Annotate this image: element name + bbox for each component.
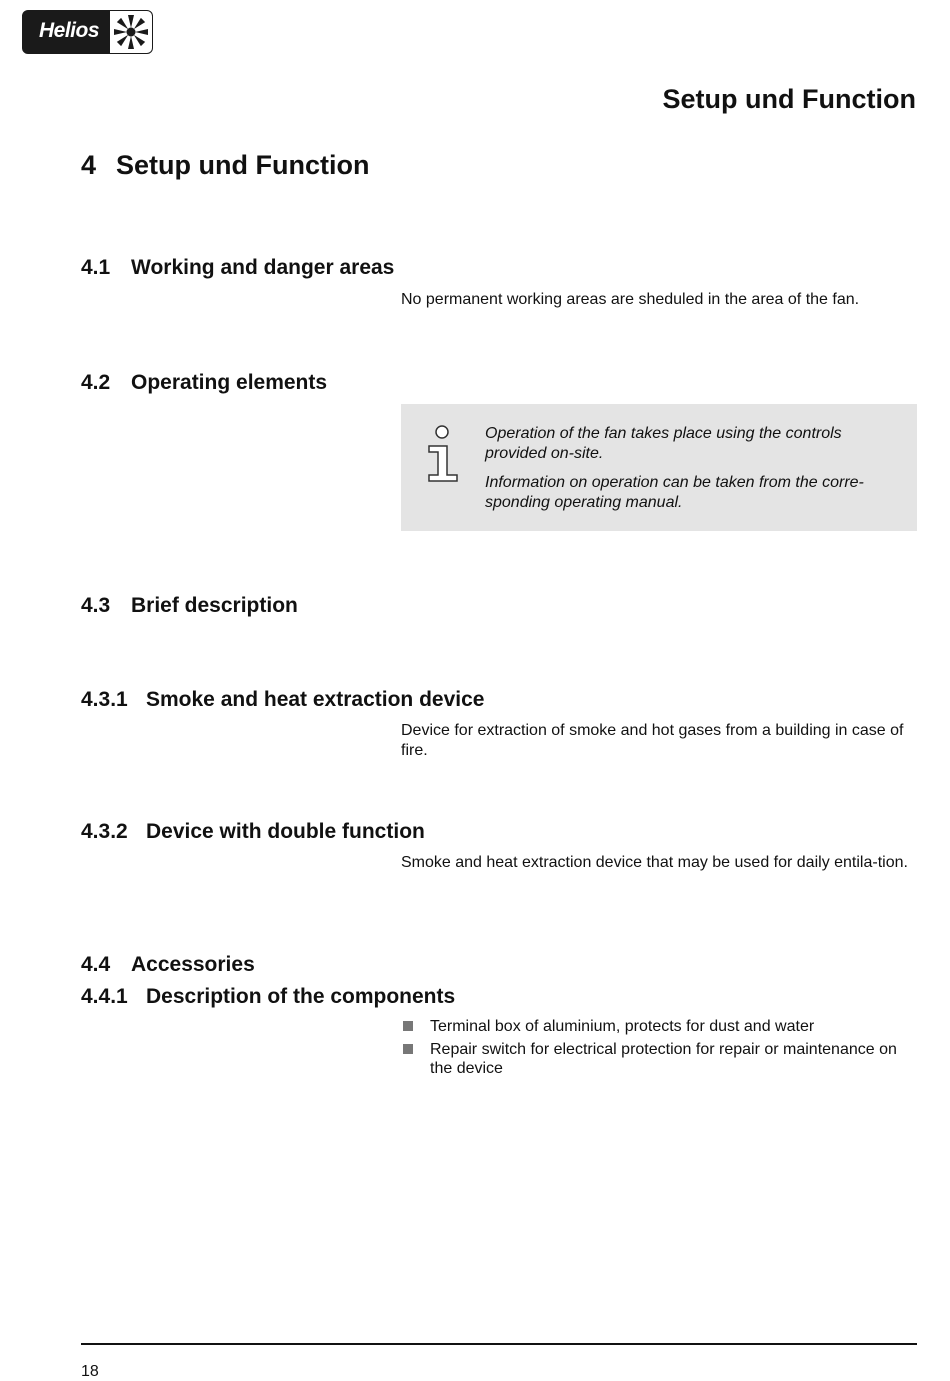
subsection-body-4-3-2: Smoke and heat extraction device that may be used for daily entila-tion. (401, 854, 908, 871)
section-heading-4-1 (81, 256, 394, 280)
bullet-square-icon (403, 1044, 413, 1054)
footer-divider (81, 1343, 917, 1345)
list-item-text: Repair switch for electrical protection for repair or maintenance on the device (430, 1041, 897, 1077)
logo-text: Helios (38, 19, 100, 42)
chapter-number: 4 (81, 150, 97, 180)
fan-icon (110, 10, 153, 54)
subsection-heading-4-4-1 (81, 985, 455, 1009)
section-title: Working and danger areas (131, 256, 395, 279)
section-heading-4-3 (81, 594, 298, 618)
helios-logo (22, 10, 154, 54)
section-number: 4.4 (81, 953, 111, 976)
info-paragraph: Operation of the fan takes place using the controls provided on-site. (485, 425, 842, 462)
section-number: 4.1 (81, 256, 111, 279)
section-body-4-1: No permanent working areas are sheduled in the area of the fan. (401, 291, 860, 308)
section-number: 4.2 (81, 371, 111, 394)
chapter-heading (81, 150, 369, 181)
section-heading-4-4 (81, 953, 255, 977)
section-number: 4.4.1 (81, 985, 128, 1008)
section-heading-4-2 (81, 371, 327, 395)
info-box (401, 404, 917, 531)
page-number: 18 (81, 1363, 99, 1380)
list-item (401, 1017, 921, 1036)
chapter-title: Setup und Function (116, 150, 370, 180)
bullet-square-icon (403, 1021, 413, 1031)
section-title: Description of the components (146, 985, 456, 1008)
list-item (401, 1040, 921, 1078)
info-paragraph: Information on operation can be taken from the corre-sponding operating manual. (485, 474, 864, 511)
info-text (485, 424, 905, 522)
components-list (401, 1017, 921, 1082)
subsection-heading-4-3-1 (81, 688, 484, 712)
info-icon (426, 424, 462, 484)
running-header: Setup und Function (662, 84, 916, 114)
section-number: 4.3 (81, 594, 111, 617)
subsection-heading-4-3-2 (81, 820, 425, 844)
section-title: Brief description (131, 594, 298, 617)
logo-badge (22, 10, 112, 54)
section-number: 4.3.2 (81, 820, 128, 843)
section-title: Smoke and heat extraction device (146, 688, 485, 711)
section-title: Accessories (131, 953, 255, 976)
list-item-text: Terminal box of aluminium, protects for dust and water (430, 1018, 815, 1035)
subsection-body-4-3-1: Device for extraction of smoke and hot gases from a building in case of fire. (401, 722, 904, 759)
section-title: Operating elements (131, 371, 328, 394)
section-title: Device with double function (146, 820, 425, 843)
section-number: 4.3.1 (81, 688, 128, 711)
